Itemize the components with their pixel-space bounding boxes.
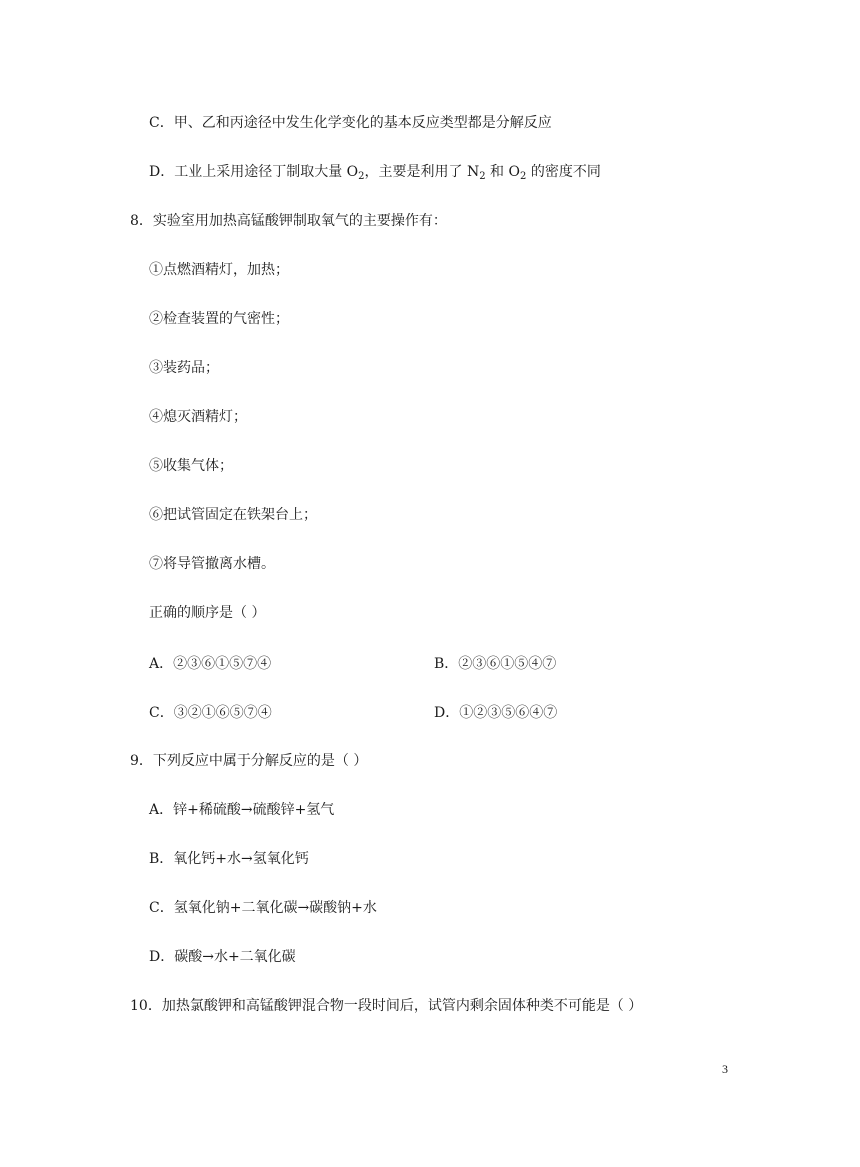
q8-option-c: C．③②①⑥⑤⑦④ [149,705,272,721]
q7-option-d-text-2: ，主要是利用了 N [364,164,480,180]
q9-option-c: C．氢氧化钠+二氧化碳→碳酸钠+水 [149,900,377,916]
q9-option-a: A．锌+稀硫酸→硫酸锌+氢气 [149,802,335,818]
q9-option-d: D．碳酸→水+二氧化碳 [149,949,296,965]
q8-step-4: ④熄灭酒精灯； [149,409,247,425]
page-number: 3 [722,1062,728,1076]
q8-stem: 8．实验室用加热高锰酸钾制取氧气的主要操作有： [130,213,447,229]
q7-option-d-sub-2: 2 [479,171,486,182]
q8-option-b: B．②③⑥①⑤④⑦ [434,656,557,672]
q8-step-3: ③装药品； [149,360,219,376]
q7-option-d-text-3: 和 O [485,164,520,180]
q8-step-7: ⑦将导管撤离水槽。 [149,556,275,572]
q8-option-d: D．①②③⑤⑥④⑦ [434,705,558,721]
q7-option-d-sub-3: 2 [520,171,527,182]
q8-step-5: ⑤收集气体； [149,458,233,474]
q7-option-d-text-1: D．工业上采用途径丁制取大量 O [149,164,359,180]
q7-option-c: C．甲、乙和丙途径中发生化学变化的基本反应类型都是分解反应 [149,115,552,131]
q9-option-b: B．氧化钙+水→氢氧化钙 [149,851,309,867]
q8-step-6: ⑥把试管固定在铁架台上； [149,507,317,523]
q7-option-d [149,162,601,182]
q8-step-1: ①点燃酒精灯，加热； [149,262,289,278]
q10-stem: 10．加热氯酸钾和高锰酸钾混合物一段时间后，试管内剩余固体种类不可能是（ ） [130,998,643,1014]
q9-stem: 9．下列反应中属于分解反应的是（ ） [130,753,368,769]
q8-prompt: 正确的顺序是（ ） [149,605,266,621]
q7-option-d-text-4: 的密度不同 [526,164,601,180]
q8-step-2: ②检查装置的气密性； [149,311,289,327]
q7-option-d-sub-1: 2 [358,171,365,182]
q8-option-a: A．②③⑥①⑤⑦④ [149,656,272,672]
